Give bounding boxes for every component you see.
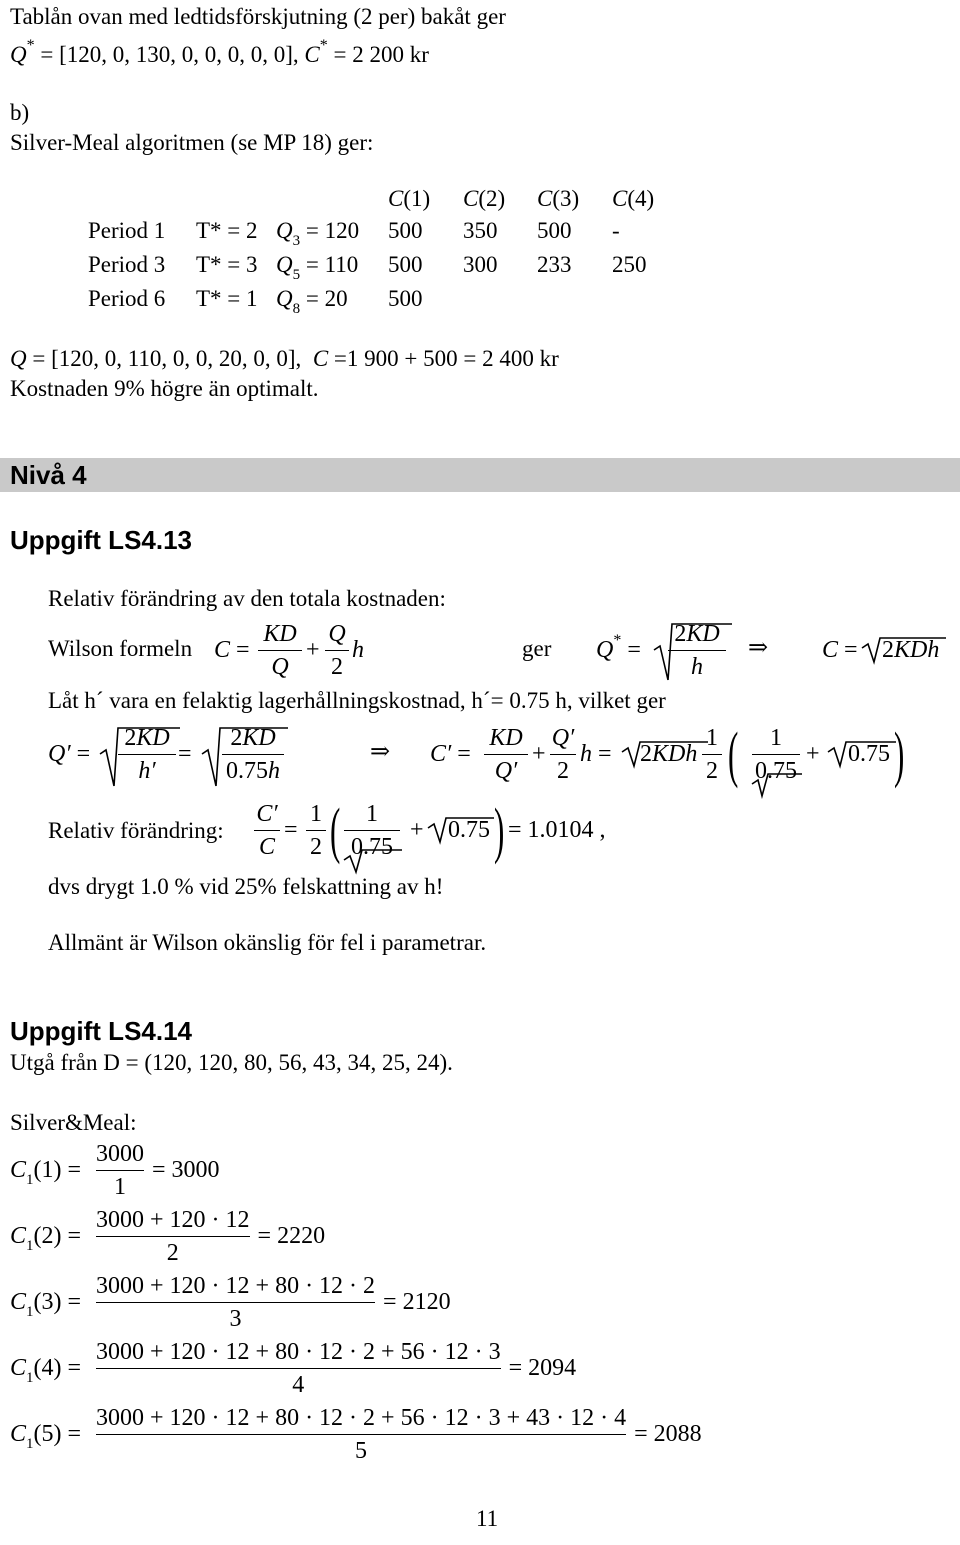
q-star-line: Q* = [120, 0, 130, 0, 0, 0, 0, 0], C* = 2 200 kr [10,37,429,67]
equals-sign: = [178,741,192,767]
silver-meal-fraction [96,1404,626,1465]
wilson-c: C = [214,637,250,663]
c-prime-eq: C′ = [430,741,471,767]
table-row-t: T* = 1 [196,286,258,311]
intro-line: Tablån ovan med ledtidsförskjutning (2 per) bakåt ger [10,4,506,29]
lat-line: Låt h´ vara en felaktig lagerhållningskostnad, h´= 0.75 h, vilket ger [48,688,666,713]
silver-meal-label: Silver&Meal: [10,1110,137,1135]
fraction-denominator: 1 [114,1174,126,1200]
silver-meal-lhs: $C_1(1)$ = [10,1157,82,1188]
silver-meal-result: = 3000 [152,1157,220,1183]
dvs-line: dvs drygt 1.0 % vid 25% felskattning av h! [48,874,444,899]
paren-right: ) [894,721,905,789]
plus-sign-3: + [806,741,820,767]
h-symbol: h [352,637,364,663]
frac-kd-qprime: KD Q′ [484,724,528,785]
radical-sign [862,638,946,662]
table-header-c2: C(2) [463,186,506,211]
table-cell: 250 [612,252,647,277]
q-star-eq: Q* = [596,632,641,663]
conclusion: Kostnaden 9% högre än optimalt. [10,376,319,401]
fraction-denominator: 3 [229,1306,242,1332]
silver-meal-result: = 2220 [257,1223,326,1249]
fraction-numerator: 3000 + 120 · 12 + 80 · 12 · 2 + 56 · 12 · 3 + 43 · 12 · 4 [96,1405,627,1431]
frac-kd-q: KD Q [258,620,302,681]
sqrt-075-b: 0.75 [448,817,490,843]
frac-qprime-2: Q′ 2 [551,725,575,784]
radical-sign [344,850,402,872]
page-number: 11 [476,1506,499,1531]
table-row-t: T* = 2 [196,218,258,243]
fraction-bar [96,1236,250,1237]
table-row-q: $Q_8 = 20$ [276,286,348,317]
c-eq: C = [822,637,858,663]
part-b-heading: Silver-Meal algoritmen (se MP 18) ger: [10,130,374,155]
fraction-numerator: 3000 + 120 · 12 + 80 · 12 · 2 [96,1273,376,1299]
silver-meal-fraction [96,1140,144,1201]
q-prime-eq: Q′ = [48,741,91,767]
table-row-q: $Q_5 = 110$ [276,252,359,283]
table-cell: - [612,218,620,243]
frac-1-2-b: 1 2 [306,800,326,861]
sqrt-2kdh: 2KDh [882,637,940,663]
frac-q-2: Q 2 [325,620,349,681]
silver-meal-fraction [96,1272,375,1333]
table-row-t: T* = 3 [196,252,258,277]
h-equals: h = [580,741,612,767]
silver-meal-result: = 2094 [508,1355,577,1381]
silver-meal-fraction [96,1338,501,1399]
c-star-value: = 2 200 kr [333,42,429,67]
ls413-intro: Relativ förändring av den totala kostnaden: [48,586,446,611]
frac-cprime-c: C′ C [254,800,280,861]
radical-sign [752,774,802,796]
frac-2kd-075h: 2KD 0.75h [222,724,284,785]
level-title: Nivå 4 [10,460,87,490]
ls414-utga: Utgå från D = (120, 120, 80, 56, 43, 34, 25, 24). [10,1050,453,1075]
silver-meal-lhs: $C_1(4)$ = [10,1355,82,1386]
plus-sign-4: + [410,817,424,843]
frac-2kd-h: 2KD h [668,620,726,681]
table-cell: 500 [388,252,423,277]
silver-meal-lhs: $C_1(5)$ = [10,1421,82,1452]
ls414-title: Uppgift LS4.14 [10,1016,193,1046]
silver-meal-result: = 2120 [383,1289,451,1315]
fraction-bar [96,1368,501,1369]
table-cell: 500 [388,218,423,243]
fraction-numerator: 3000 + 120 · 12 + 80 · 12 · 2 + 56 · 12 · 3 [96,1339,501,1365]
sqrt-075: 0.75 [848,741,890,767]
implies-arrow: ⇒ [748,635,769,661]
plus-sign-2: + [532,741,546,767]
implies-arrow-2: ⇒ [370,739,391,765]
wilson-label: Wilson formeln [48,636,193,661]
allmant-line: Allmänt är Wilson okänslig för fel i parametrar. [48,930,487,955]
plus-sign: + [306,637,320,663]
equals-sign-2: = [284,817,298,843]
radical-sign [428,818,494,842]
table-header-c3: C(3) [537,186,580,211]
frac-1-sqrt075-b: 1 0.75 [344,800,400,861]
radical-sign [202,728,288,786]
table-row-period: Period 3 [88,252,166,277]
result-q-vector: = [120, 0, 110, 0, 0, 20, 0, 0], [32,346,302,371]
silver-meal-lhs: $C_1(3)$ = [10,1289,82,1320]
fraction-denominator: 4 [292,1372,305,1398]
fraction-bar [96,1302,375,1303]
radical-sign [622,742,708,766]
frac-1-2: 1 2 [702,724,722,785]
table-header-c4: C(4) [612,186,655,211]
frac-1-sqrt075: 1 0.75 [752,724,800,785]
silver-meal-fraction [96,1206,250,1267]
relative-label: Relativ förändring: [48,818,224,843]
radical-sign [100,728,180,786]
fraction-numerator: 3000 [96,1141,144,1167]
fraction-bar [96,1170,144,1171]
radical-sign [828,742,896,766]
result-cost: =1 900 + 500 = 2 400 kr [333,346,559,371]
q-star-vector: = [120, 0, 130, 0, 0, 0, 0, 0], [40,42,299,67]
paren-left-2: ( [330,797,341,865]
table-cell: 500 [388,286,423,311]
fraction-denominator: 5 [355,1438,368,1464]
fraction-bar [96,1434,626,1435]
radical-sign [654,624,732,680]
silver-meal-lhs: $C_1(2)$ = [10,1223,82,1254]
result-line: Q = [120, 0, 110, 0, 0, 20, 0, 0], C =1 900 + 500 = 2 400 kr [10,346,559,371]
table-cell: 233 [537,252,572,277]
fraction-numerator: 3000 + 120 · 12 [96,1207,250,1233]
table-row-period: Period 1 [88,218,166,243]
table-cell: 300 [463,252,498,277]
sqrt-2kdh-2: 2KDh [640,741,698,767]
table-header-c1: C(1) [388,186,431,211]
table-row-period: Period 6 [88,286,166,311]
ls413-title: Uppgift LS4.13 [10,525,193,555]
table-cell: 500 [537,218,572,243]
part-b-label: b) [10,100,30,125]
paren-right-2: ) [494,797,505,865]
fraction-denominator: 2 [166,1240,179,1266]
relative-result: = 1.0104 , [508,817,606,843]
silver-meal-result: = 2088 [634,1421,702,1447]
table-cell: 350 [463,218,498,243]
ger-label: ger [522,636,552,661]
paren-left: ( [728,721,739,789]
table-row-q: $Q_3 = 120$ [276,218,360,249]
frac-2kd-hprime: 2KD h′ [118,724,176,785]
